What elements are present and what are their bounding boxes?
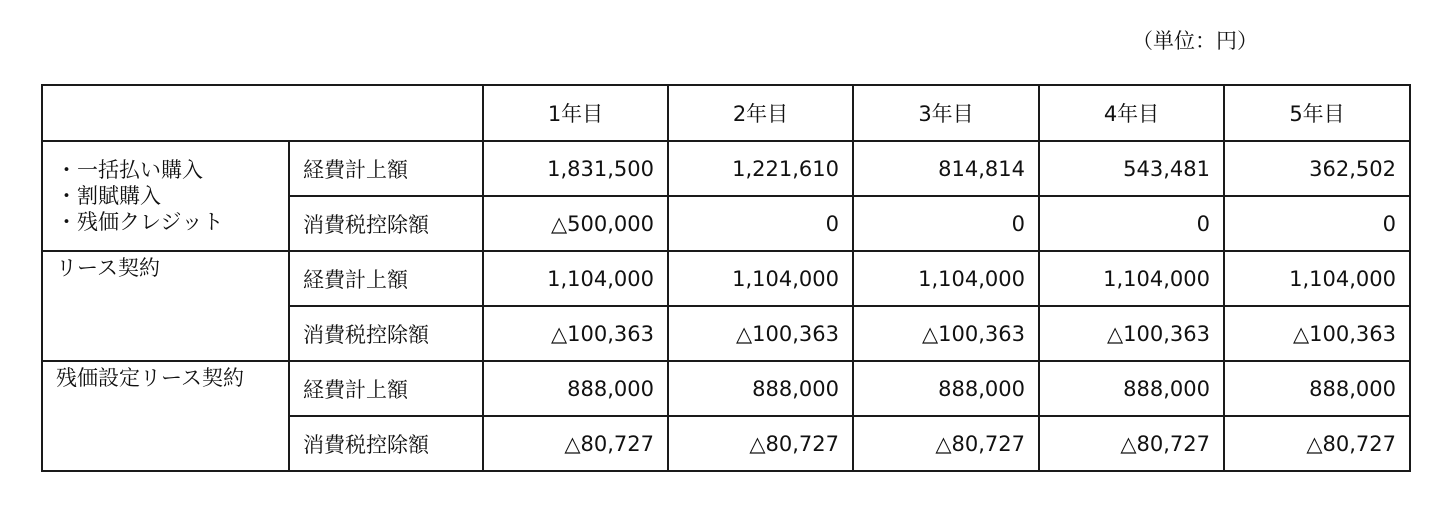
value-cell: 888,000: [853, 361, 1039, 416]
value-cell: 0: [668, 196, 853, 251]
value-cell: △80,727: [853, 416, 1039, 471]
value-cell: △100,363: [1224, 306, 1410, 361]
value-cell: 0: [1224, 196, 1410, 251]
row-item-label: 経費計上額: [289, 251, 483, 306]
year-header-3: 3年目: [853, 85, 1039, 141]
value-cell: △100,363: [483, 306, 668, 361]
value-cell: △500,000: [483, 196, 668, 251]
row-item-label: 消費税控除額: [289, 306, 483, 361]
value-cell: △80,727: [1039, 416, 1224, 471]
group-label-line: ・一括払い購入: [56, 158, 203, 182]
value-cell: 1,104,000: [1039, 251, 1224, 306]
value-cell: △80,727: [668, 416, 853, 471]
value-cell: 362,502: [1224, 141, 1410, 196]
value-cell: 1,221,610: [668, 141, 853, 196]
cost-comparison-table: [41, 84, 1411, 472]
value-cell: 0: [853, 196, 1039, 251]
value-cell: 0: [1039, 196, 1224, 251]
year-header-2: 2年目: [668, 85, 853, 141]
group-label-lease: リース契約: [42, 251, 289, 361]
value-cell: △100,363: [853, 306, 1039, 361]
year-header-1: 1年目: [483, 85, 668, 141]
group-label-residual-lease: 残価設定リース契約: [42, 361, 289, 471]
row-item-label: 経費計上額: [289, 361, 483, 416]
year-header-4: 4年目: [1039, 85, 1224, 141]
header-row: [42, 85, 1410, 141]
value-cell: △80,727: [1224, 416, 1410, 471]
header-corner-cell: [42, 85, 483, 141]
value-cell: 888,000: [483, 361, 668, 416]
group-label-line: ・割賦購入: [56, 184, 161, 208]
value-cell: 1,104,000: [668, 251, 853, 306]
value-cell: △100,363: [668, 306, 853, 361]
value-cell: 1,104,000: [1224, 251, 1410, 306]
value-cell: △100,363: [1039, 306, 1224, 361]
group-label-purchase: [42, 141, 289, 251]
value-cell: 543,481: [1039, 141, 1224, 196]
unit-note: （単位：円）: [1132, 29, 1258, 53]
row-item-label: 消費税控除額: [289, 416, 483, 471]
row-item-label: 経費計上額: [289, 141, 483, 196]
row-item-label: 消費税控除額: [289, 196, 483, 251]
value-cell: 1,104,000: [853, 251, 1039, 306]
year-header-5: 5年目: [1224, 85, 1410, 141]
value-cell: △80,727: [483, 416, 668, 471]
table-row: [42, 361, 1410, 416]
table-row: [42, 251, 1410, 306]
value-cell: 1,104,000: [483, 251, 668, 306]
value-cell: 888,000: [668, 361, 853, 416]
value-cell: 888,000: [1224, 361, 1410, 416]
group-label-line: ・残価クレジット: [56, 210, 224, 234]
value-cell: 1,831,500: [483, 141, 668, 196]
table-row: [42, 141, 1410, 196]
value-cell: 814,814: [853, 141, 1039, 196]
value-cell: 888,000: [1039, 361, 1224, 416]
